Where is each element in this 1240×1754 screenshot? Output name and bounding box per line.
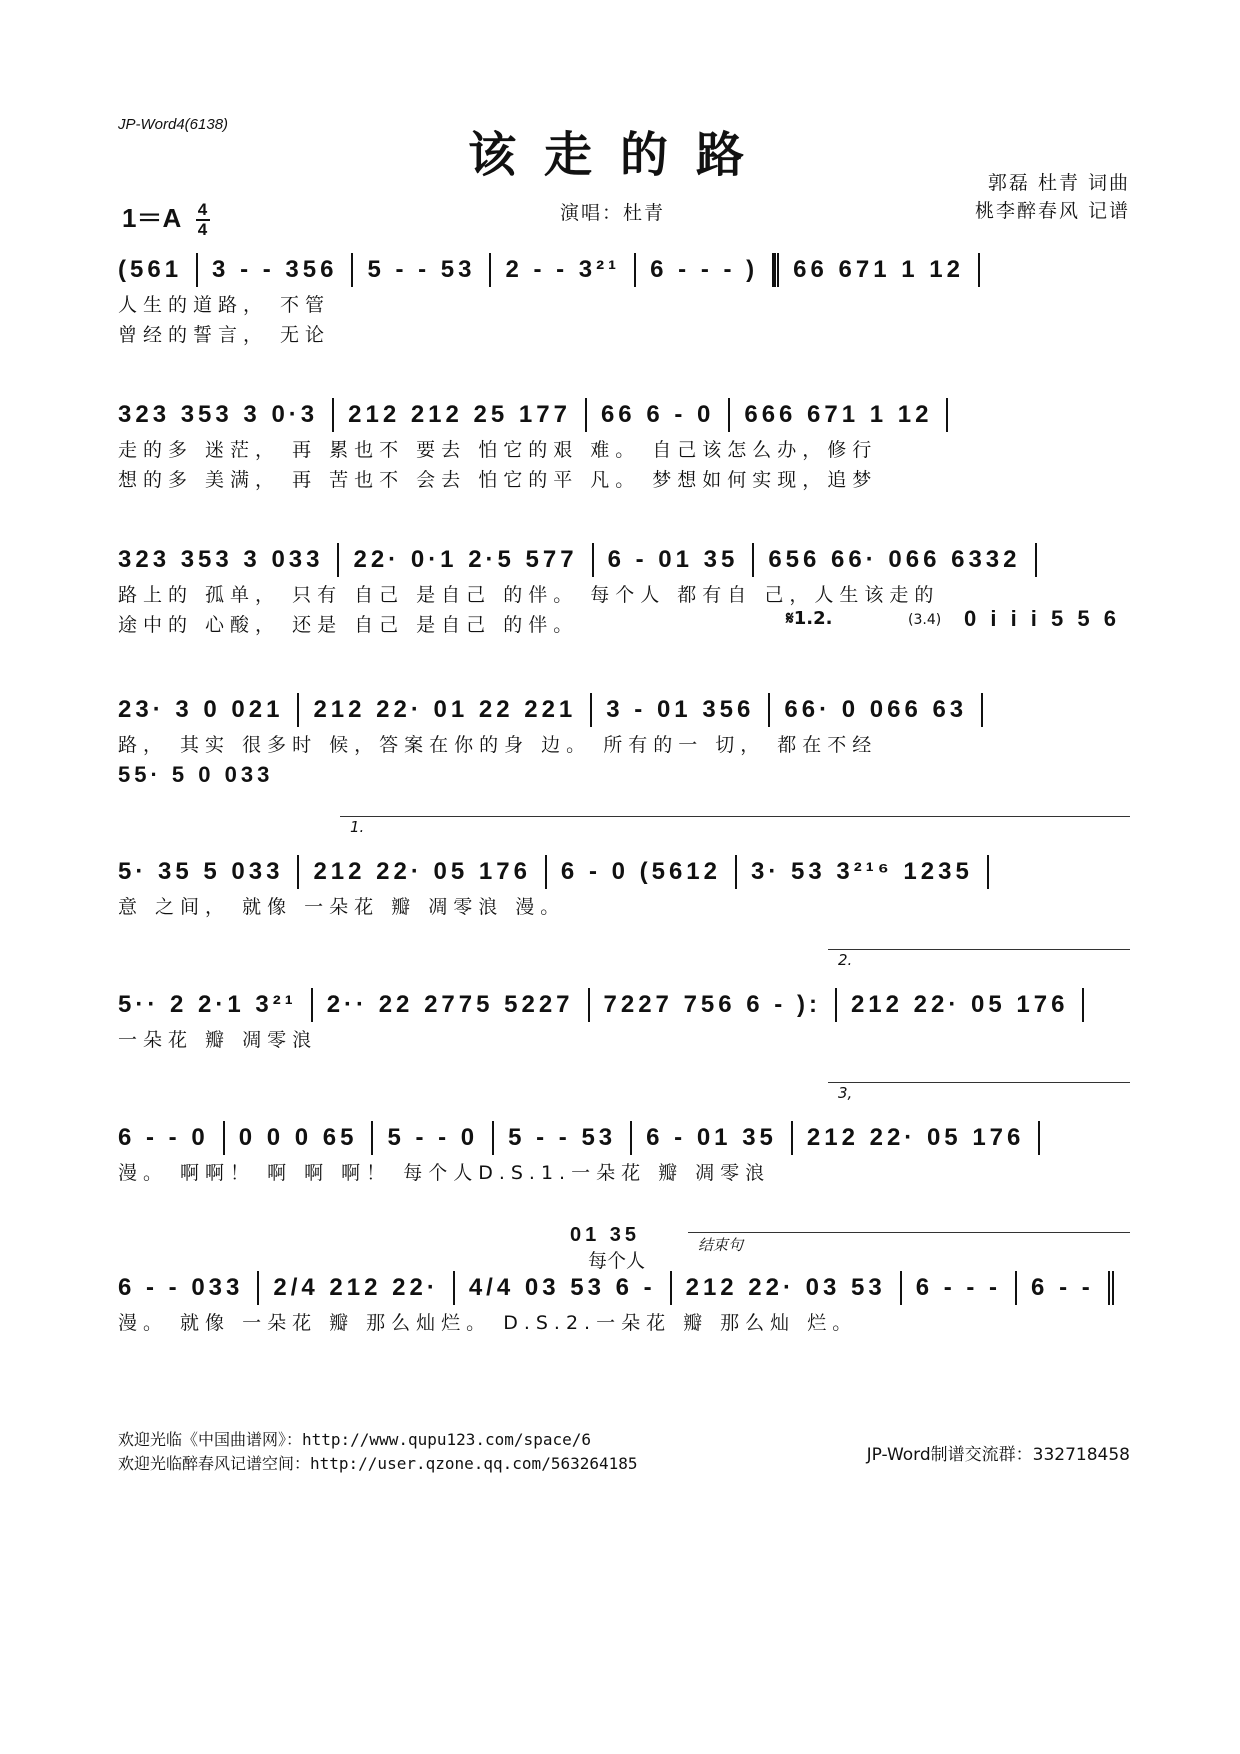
ending-bracket <box>828 949 1130 950</box>
measure: 3 - - 356 <box>198 253 353 287</box>
key-label: 1＝A <box>122 203 181 233</box>
measure: 4/4 03 53 6 - <box>455 1271 672 1305</box>
score-system <box>118 690 1130 787</box>
measure: 22· 0·1 2·5 577 <box>339 543 593 577</box>
upper-notes: 01 35 <box>570 1224 641 1246</box>
verse-label: (3.4) <box>908 612 942 628</box>
measure: 6 - 01 35 <box>594 543 755 577</box>
measure: 2/4 212 22· <box>259 1271 454 1305</box>
measure: 212 22· 05 176 <box>837 988 1084 1022</box>
measure: 212 22· 01 22 221 <box>299 693 592 727</box>
meter-top: 4 <box>197 200 208 220</box>
ending-label: 3, <box>838 1084 853 1102</box>
score-system <box>118 250 1130 350</box>
measure: 23· 3 0 021 <box>118 693 299 727</box>
time-signature <box>196 202 210 238</box>
score-system <box>118 1224 1130 1338</box>
lyric-line: 漫。 就像 一朵花 瓣 那么灿烂。 D.S.2.一朵花 瓣 那么灿 烂。 <box>118 1312 858 1334</box>
lyric-line: 想的多 美满， 再 苦也不 会去 怕它的平 凡。 梦想如何实现，追梦 <box>118 469 878 491</box>
footer-links <box>118 1428 638 1476</box>
footer-link-1[interactable]: 欢迎光临《中国曲谱网》：http://www.qupu123.com/space/6 <box>118 1430 591 1449</box>
measure: 66· 0 066 63 <box>770 693 983 727</box>
score-system <box>118 951 1130 1055</box>
measure: 6 - 0 (5612 <box>547 855 737 889</box>
alternate-notes: 0 i i i 5 5 6 <box>964 606 1120 631</box>
upper-lyric: 每个人 <box>588 1250 646 1272</box>
measure: 656 66· 066 6332 <box>754 543 1036 577</box>
measure: 6 - 01 35 <box>632 1121 793 1155</box>
measure: 0 0 0 65 <box>225 1121 374 1155</box>
meter-bottom: 4 <box>197 220 208 240</box>
song-title: 该走的路 <box>467 127 772 183</box>
footer-link-2[interactable]: 欢迎光临醉春风记谱空间：http://user.qzone.qq.com/563264185 <box>118 1454 638 1473</box>
measure: 212 212 25 177 <box>334 398 587 432</box>
source-label: JP-Word4(6138) <box>118 116 229 133</box>
measure: 666 671 1 12 <box>730 398 948 432</box>
lyric-line: 一朵花 瓣 凋零浪 <box>118 1029 318 1051</box>
measure: 323 353 3 033 <box>118 543 339 577</box>
footer-group: JP-Word制谱交流群：332718458 <box>866 1445 1130 1465</box>
measure: 3 - 01 356 <box>592 693 770 727</box>
lyric-line: 走的多 迷茫， 再 累也不 要去 怕它的艰 难。 自己该怎么办，修行 <box>118 439 878 461</box>
measure: 7227 756 6 - ): <box>590 988 837 1022</box>
lyric-line: 漫。 啊啊！ 啊 啊 啊！ 每个人D.S.1.一朵花 瓣 凋零浪 <box>118 1162 771 1184</box>
measure: 3· 53 3²¹⁶ 1235 <box>737 855 989 889</box>
measure: 2 - - 3²¹ <box>491 253 636 287</box>
ending-label: 2. <box>838 951 853 969</box>
notes-row <box>118 395 1130 435</box>
measure: (561 <box>118 253 198 287</box>
score-system <box>118 540 1130 640</box>
score-system <box>118 818 1130 922</box>
lyric-line: 曾经的誓言， 无论 <box>118 324 331 346</box>
lyric-line: 路， 其实 很多时 候，答案在你的身 边。 所有的一 切， 都在不经 <box>118 734 878 756</box>
measure: 5· 35 5 033 <box>118 855 299 889</box>
measure: 5·· 2 2·1 3²¹ <box>118 988 313 1022</box>
transcriber-credit: 桃李醉春风 记谱 <box>974 200 1130 222</box>
measure: 2·· 22 2775 5227 <box>313 988 590 1022</box>
ending-label: 1. <box>350 818 365 836</box>
alternate-notes: 55· 5 0 033 <box>118 762 274 787</box>
measure: 212 22· 05 176 <box>793 1121 1040 1155</box>
measure: 6 - - 0 <box>118 1121 225 1155</box>
segno-mark: 𝄋1.2. <box>786 608 833 629</box>
measure: 212 22· 03 53 <box>672 1271 902 1305</box>
measure: 6 - - - ) <box>636 253 774 287</box>
ending-bracket <box>340 816 1130 817</box>
notes-row <box>118 690 1130 730</box>
composer-credit: 郭磊 杜青 词曲 <box>987 172 1130 194</box>
notes-row <box>118 852 1130 892</box>
measure: 212 22· 05 176 <box>299 855 546 889</box>
measure: 6 - - - <box>902 1271 1017 1305</box>
lyric-line: 途中的 心酸， 还是 自己 是自己 的伴。 <box>118 614 579 636</box>
measure: 323 353 3 0·3 <box>118 398 334 432</box>
ending-bracket <box>828 1082 1130 1083</box>
measure: 5 - - 53 <box>494 1121 632 1155</box>
lyric-line: 意 之间， 就像 一朵花 瓣 凋零浪 漫。 <box>118 896 566 918</box>
ending-label: 结束句 <box>698 1236 744 1254</box>
measure: 66 6 - 0 <box>587 398 730 432</box>
measure: 5 - - 0 <box>373 1121 494 1155</box>
notes-row <box>118 985 1130 1025</box>
score-system <box>118 1084 1130 1188</box>
notes-row <box>118 1118 1130 1158</box>
measure: 66 671 1 12 <box>774 253 980 287</box>
notes-row <box>118 250 1130 290</box>
measure: 5 - - 53 <box>353 253 491 287</box>
lyric-line: 人生的道路， 不管 <box>118 294 331 316</box>
measure: 6 - - 033 <box>118 1271 259 1305</box>
key-signature <box>122 198 210 238</box>
score-system <box>118 395 1130 495</box>
notes-row <box>118 1268 1130 1308</box>
lyric-line: 路上的 孤单， 只有 自己 是自己 的伴。 每个人 都有自 己，人生该走的 <box>118 584 940 606</box>
ending-bracket <box>688 1232 1130 1233</box>
singer-credit: 演唱：杜青 <box>560 202 666 224</box>
notes-row <box>118 540 1130 580</box>
measure: 6 - - <box>1017 1271 1114 1305</box>
